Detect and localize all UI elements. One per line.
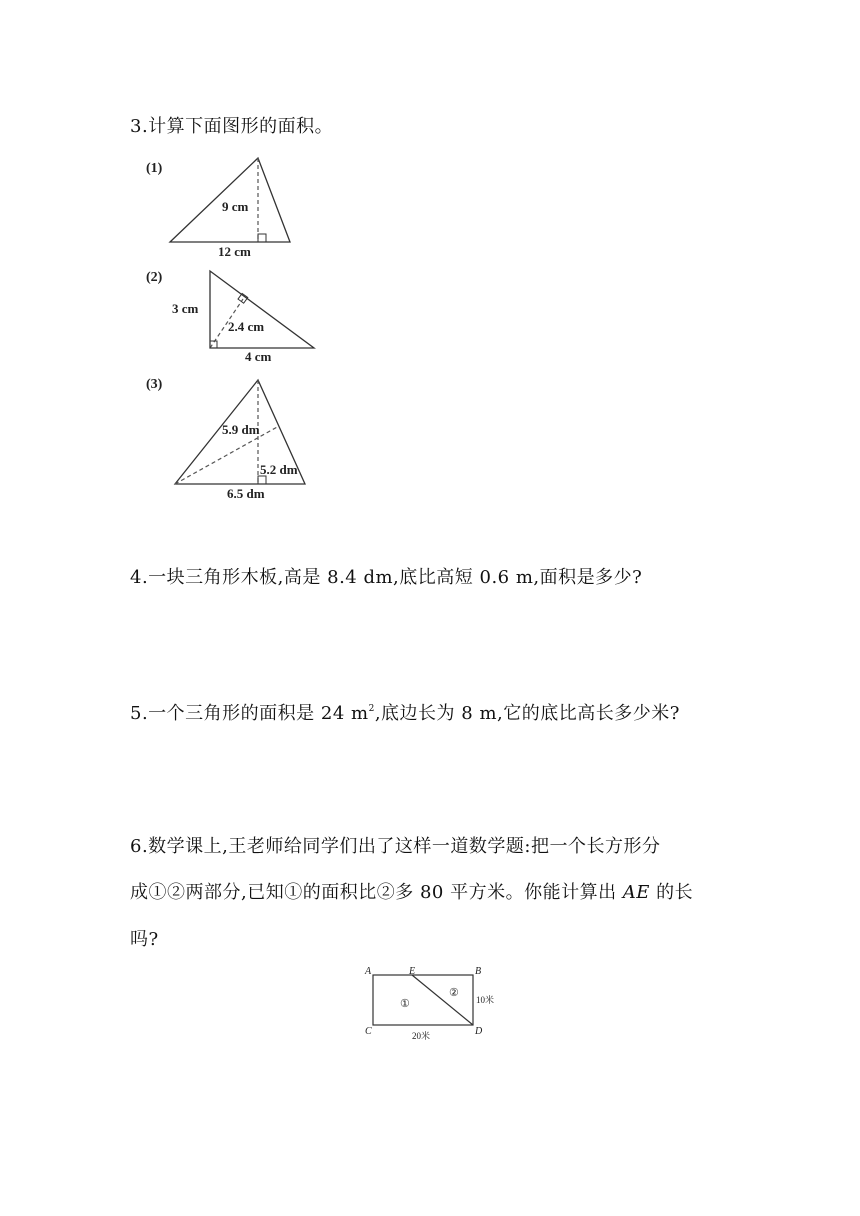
- figure-3-height-label: 5.2 dm: [260, 462, 298, 477]
- q6-line-2: [130, 884, 693, 902]
- figure-2-height-label: 2.4 cm: [228, 319, 265, 334]
- label-d: D: [475, 1026, 483, 1037]
- q6-line-3: 吗?: [130, 929, 159, 950]
- q5-superscript: 2: [368, 704, 375, 714]
- figure-2-side-label: 3 cm: [172, 301, 199, 316]
- figure-2-base-label: 4 cm: [245, 349, 272, 364]
- label-e: E: [409, 966, 416, 977]
- q6-line-1: 6.数学课上,王老师给同学们出了这样一道数学题:把一个长方形分: [130, 836, 661, 857]
- q5-text-before: 5.一个三角形的面积是 24 m: [130, 703, 369, 724]
- q4-text: 4.一块三角形木板,高是 8.4 dm,底比高短 0.6 m,面积是多少?: [130, 567, 643, 588]
- q5-text-after: ,底边长为 8 m,它的底比高长多少米?: [374, 703, 680, 724]
- figure-1-base-label: 12 cm: [218, 244, 251, 259]
- q6-line-2-after: 的长: [649, 882, 694, 903]
- side-bd-label: 10米: [476, 995, 495, 1005]
- rectangle-diagram: [360, 962, 510, 1044]
- triangle-figure-1: [140, 150, 320, 262]
- q5-text: [130, 705, 680, 723]
- region-2-label: ②: [449, 987, 459, 999]
- figure-2-tag: (2): [146, 270, 163, 285]
- q6-line-2-before: 成①②两部分,已知①的面积比②多 80 平方米。你能计算出: [130, 882, 623, 903]
- figure-3-base-label: 6.5 dm: [227, 486, 265, 501]
- label-a: A: [365, 966, 372, 977]
- label-c: C: [365, 1026, 372, 1037]
- region-1-label: ①: [400, 998, 410, 1010]
- triangle-figure-2: [140, 265, 340, 365]
- figure-1-height-label: 9 cm: [222, 199, 249, 214]
- triangle-figure-3: [140, 372, 330, 504]
- side-cd-label: 20米: [412, 1031, 431, 1041]
- figure-3-side-label: 5.9 dm: [222, 422, 260, 437]
- q6-variable-ae: AE: [622, 882, 650, 903]
- figure-1-tag: (1): [146, 161, 163, 176]
- label-b: B: [475, 966, 482, 977]
- figure-3-tag: (3): [146, 377, 163, 392]
- q3-title: 3.计算下面图形的面积。: [130, 116, 334, 137]
